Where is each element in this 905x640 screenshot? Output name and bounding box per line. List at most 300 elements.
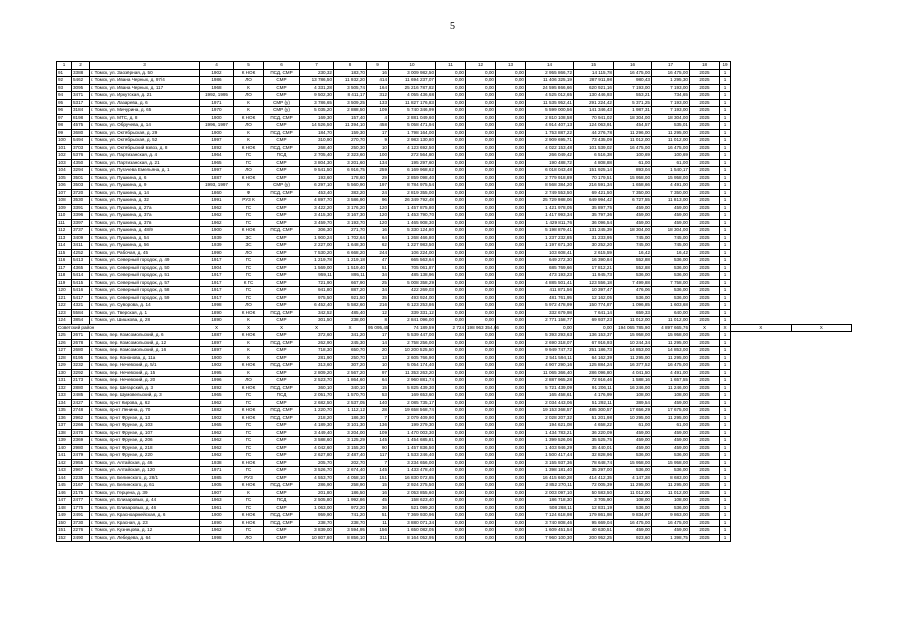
- table-cell: 0,00: [466, 347, 496, 355]
- table-cell: 485 300,57: [574, 407, 614, 415]
- table-cell: 15 958,00: [652, 174, 690, 182]
- table-cell: 7 124 618,98: [526, 512, 574, 520]
- table-cell: 459,00: [614, 219, 652, 227]
- table-cell: 51: [367, 264, 389, 272]
- table-cell: 649 272,30: [526, 257, 574, 265]
- table-cell: СМР: [264, 272, 300, 280]
- table-cell: 7: [367, 459, 389, 467]
- table-row: [57, 77, 852, 85]
- table-cell: 205,70: [300, 459, 334, 467]
- table-cell: 1991: [200, 197, 234, 205]
- table-row: [57, 107, 852, 115]
- table-cell: СМР: [264, 474, 300, 482]
- table-cell: 2025: [690, 204, 720, 212]
- table-cell: 123: [57, 309, 72, 317]
- table-row: [57, 167, 852, 175]
- district-total-cell: 0,00: [496, 324, 526, 332]
- table-row: [57, 354, 852, 362]
- table-cell: 6 516,38: [574, 152, 614, 160]
- table-cell: 1: [720, 189, 731, 197]
- table-cell: 1900: [200, 227, 234, 235]
- table-cell: 0,00: [436, 204, 466, 212]
- table-cell: 1: [720, 242, 731, 250]
- table-cell: 2266: [72, 422, 90, 430]
- table-cell: 91 206,11: [574, 384, 614, 392]
- table-cell: 11 295,00: [652, 129, 690, 137]
- table-cell: ПСД: [264, 392, 300, 400]
- table-cell: 3 839,00: [300, 527, 334, 535]
- table-cell: 11 694 237,07: [389, 77, 436, 85]
- table-cell: 2 605 766,90: [389, 354, 436, 362]
- table-cell: г. Томск, ул. Пушкина, д. 9: [90, 182, 200, 190]
- table-cell: 508 268,11: [526, 504, 574, 512]
- table-cell: 11 012,00: [652, 137, 690, 145]
- table-cell: 3720: [72, 189, 90, 197]
- table-cell: 0,00: [466, 444, 496, 452]
- table-cell: 30 252,20: [574, 242, 614, 250]
- table-cell: 103 608,41: [526, 249, 574, 257]
- table-cell: 106: [57, 182, 72, 190]
- table-cell: 1 197 671,30: [526, 242, 574, 250]
- table-row: [57, 467, 852, 475]
- table-cell: К: [234, 99, 264, 107]
- table-cell: К: [234, 339, 264, 347]
- table-cell: 650,70: [334, 347, 367, 355]
- table-cell: 1 470 003,30: [389, 429, 436, 437]
- table-cell: г. Томск, ул. Северный городок, д. 58: [90, 287, 200, 295]
- table-cell: 139: [57, 437, 72, 445]
- table-cell: 1: [720, 294, 731, 302]
- table-cell: г. Томск, ул. Иркутская, д. 21: [90, 92, 200, 100]
- table-cell: 4252: [72, 249, 90, 257]
- table-cell: 1892: [200, 384, 234, 392]
- district-total-cell: 198 963 354,66: [467, 324, 499, 330]
- table-cell: 2025: [690, 347, 720, 355]
- column-number-10: 10: [389, 62, 436, 70]
- table-cell: г. Томск, пр-кт Фрунзе, д. 220: [90, 452, 200, 460]
- table-cell: 2025: [690, 332, 720, 340]
- table-cell: г. Томск, пер. Кононова, д. 11а: [90, 354, 200, 362]
- table-row: [57, 489, 852, 497]
- table-cell: 3 509,25: [334, 99, 367, 107]
- table-cell: 4: [367, 114, 389, 122]
- table-row: [57, 137, 852, 145]
- table-row: [57, 452, 852, 460]
- table-cell: 1962: [200, 452, 234, 460]
- table-cell: СМР: [264, 369, 300, 377]
- table-cell: 2 627,80: [300, 452, 334, 460]
- table-cell: 1961: [200, 504, 234, 512]
- table-cell: 0,00: [436, 414, 466, 422]
- table-cell: 0,00: [496, 414, 526, 422]
- table-cell: 112: [57, 227, 72, 235]
- table-cell: 0,00: [436, 512, 466, 520]
- table-cell: 493 924,00: [389, 294, 436, 302]
- table-cell: ГС: [234, 212, 264, 220]
- table-cell: г. Томск, ул. Северный городок, д. 59: [90, 294, 200, 302]
- table-cell: 51 201,98: [574, 414, 614, 422]
- table-cell: 1: [720, 354, 731, 362]
- table-cell: 1 457 875,80: [389, 204, 436, 212]
- column-number-4: 4: [200, 62, 234, 70]
- table-cell: ПСД, СМР: [264, 227, 300, 235]
- table-cell: 0,00: [496, 474, 526, 482]
- table-cell: 1 798 164,00: [389, 129, 436, 137]
- table-cell: 0,00: [436, 474, 466, 482]
- table-cell: 11 295,00: [652, 354, 690, 362]
- table-cell: 1: [720, 504, 731, 512]
- table-cell: 1: [720, 332, 731, 340]
- table-cell: 6 169 968,62: [389, 167, 436, 175]
- district-total-cell: Х: [720, 324, 731, 332]
- table-cell: 339 331,12: [389, 309, 436, 317]
- table-cell: СМР: [264, 84, 300, 92]
- district-total-cell: 74 189,59: [389, 324, 436, 332]
- table-cell: 1: [720, 512, 731, 520]
- table-cell: 67 916,93: [574, 339, 614, 347]
- table-cell: ЛО: [234, 92, 264, 100]
- table-cell: ПСД, СМР: [264, 114, 300, 122]
- table-cell: 1 112,12: [334, 407, 367, 415]
- table-cell: 1: [720, 474, 731, 482]
- table-cell: 1 417 993,34: [526, 212, 574, 220]
- table-cell: ПСД, СМР: [264, 309, 300, 317]
- table-cell: 201,80: [300, 489, 334, 497]
- table-cell: 114: [57, 242, 72, 250]
- table-cell: 1900: [200, 129, 234, 137]
- table-cell: 3388: [72, 69, 90, 77]
- table-cell: 8 683,00: [652, 474, 690, 482]
- table-cell: 2 809,20: [300, 369, 334, 377]
- table-cell: 0,00: [496, 294, 526, 302]
- table-cell: СМР (у): [264, 107, 300, 115]
- table-cell: 11 827 176,83: [389, 99, 436, 107]
- table-cell: 90: [367, 444, 389, 452]
- table-cell: 1964: [200, 152, 234, 160]
- table-cell: 0,00: [436, 369, 466, 377]
- table-cell: 2 227,00: [300, 242, 334, 250]
- table-cell: 5462: [72, 77, 90, 85]
- table-cell: 2025: [690, 137, 720, 145]
- table-cell: 147: [57, 497, 72, 505]
- table-cell: г. Томск, ул. Заозёрная, д. 50: [90, 69, 200, 77]
- table-cell: 0,00: [436, 354, 466, 362]
- table-cell: 3 740 808,46: [526, 519, 574, 527]
- table-cell: 458: [367, 122, 389, 130]
- table-cell: г. Томск, пер. Нечевский, д. 15: [90, 369, 200, 377]
- table-cell: 459,00: [652, 527, 690, 535]
- table-cell: 536,00: [614, 294, 652, 302]
- capital-repair-table: [56, 61, 852, 542]
- table-cell: 18 304,00: [652, 114, 690, 122]
- table-cell: 124 063,91: [574, 122, 614, 130]
- table-cell: 0,00: [466, 392, 496, 400]
- table-cell: 250,30: [334, 144, 367, 152]
- table-cell: 78 648,74: [574, 459, 614, 467]
- table-cell: 1897: [200, 339, 234, 347]
- table-cell: 5 035,20: [300, 107, 334, 115]
- column-number-5: 5: [234, 62, 264, 70]
- column-number-header: [57, 62, 852, 70]
- table-cell: 2 028 207,32: [526, 414, 574, 422]
- table-cell: 0,00: [436, 137, 466, 145]
- table-cell: 3391: [72, 204, 90, 212]
- table-row: [57, 272, 852, 280]
- table-cell: 10 295,00: [614, 414, 652, 422]
- table-cell: 0,00: [466, 474, 496, 482]
- table-cell: г. Томск, ул. Пушкина, д. 37в: [90, 219, 200, 227]
- table-cell: 1: [720, 129, 731, 137]
- table-cell: 7 499,88: [614, 279, 652, 287]
- table-cell: 459,00: [652, 212, 690, 220]
- table-cell: 0,00: [496, 369, 526, 377]
- table-cell: г. Томск, ул. Октябрьская, д. 29: [90, 129, 200, 137]
- table-cell: 47: [367, 257, 389, 265]
- table-cell: 2025: [690, 384, 720, 392]
- table-cell: 2025: [690, 414, 720, 422]
- table-cell: 7 960 100,30: [526, 534, 574, 542]
- table-cell: г. Томск, ул. Рабочая, д. 45: [90, 249, 200, 257]
- table-cell: СМР: [264, 122, 300, 130]
- table-cell: 5416: [72, 287, 90, 295]
- table-cell: 1: [720, 384, 731, 392]
- table-cell: 51 292,11: [574, 399, 614, 407]
- table-cell: 113: [57, 234, 72, 242]
- table-cell: 0,00: [496, 317, 526, 325]
- table-cell: 1965: [200, 422, 234, 430]
- table-cell: СМР: [264, 504, 300, 512]
- table-cell: 1: [720, 527, 731, 535]
- table-cell: 16: [367, 489, 389, 497]
- table-cell: 0,00: [496, 122, 526, 130]
- table-cell: 1997: [200, 167, 234, 175]
- table-cell: 1971: [200, 467, 234, 475]
- table-cell: 245,30: [334, 339, 367, 347]
- table-cell: ЛО: [234, 534, 264, 542]
- table-cell: 2 537,05: [334, 399, 367, 407]
- column-number-18: 18: [690, 62, 720, 70]
- table-cell: 1902: [200, 69, 234, 77]
- table-cell: 7 641,14: [574, 309, 614, 317]
- table-cell: 2025: [690, 182, 720, 190]
- district-total-cell: Х: [200, 324, 234, 332]
- table-cell: К НОК: [234, 332, 264, 340]
- table-cell: 14 853,00: [614, 347, 652, 355]
- table-cell: 0,00: [466, 287, 496, 295]
- table-cell: 4 022 153,48: [526, 144, 574, 152]
- table-cell: 2962: [72, 414, 90, 422]
- table-cell: 1 519,40: [334, 264, 367, 272]
- table-cell: 0,00: [436, 122, 466, 130]
- table-cell: ГС: [234, 467, 264, 475]
- table-cell: 2 487,40: [334, 452, 367, 460]
- table-cell: ГС: [234, 497, 264, 505]
- table-cell: 2490: [72, 534, 90, 542]
- table-cell: 0,00: [466, 294, 496, 302]
- table-cell: 459,00: [652, 204, 690, 212]
- column-number-17: 17: [652, 62, 690, 70]
- table-cell: 126: [57, 339, 72, 347]
- table-cell: 136: [57, 414, 72, 422]
- table-cell: 2025: [690, 399, 720, 407]
- table-cell: 96: [367, 197, 389, 205]
- table-cell: 422 269,03: [389, 287, 436, 295]
- table-cell: 7 193,00: [614, 84, 652, 92]
- table-cell: 454,57: [614, 122, 652, 130]
- table-cell: 1: [720, 159, 731, 167]
- column-number-1: 1: [57, 62, 72, 70]
- table-cell: 0,00: [496, 159, 526, 167]
- district-total-cell: Х: [234, 324, 264, 332]
- table-cell: 3 204,00: [334, 429, 367, 437]
- table-cell: 536,00: [652, 257, 690, 265]
- table-cell: 1 702,64: [334, 234, 367, 242]
- table-cell: г. Томск, ул. Пушкина, д. 56: [90, 242, 200, 250]
- table-cell: 5 825 439,30: [389, 384, 436, 392]
- table-cell: 17 656,29: [614, 407, 652, 415]
- table-cell: 69 421,50: [574, 189, 614, 197]
- table-cell: 0,00: [436, 497, 466, 505]
- table-cell: 536,00: [652, 272, 690, 280]
- table-cell: 0,00: [466, 272, 496, 280]
- table-cell: 2173: [72, 377, 90, 385]
- table-cell: 3 594,95: [334, 527, 367, 535]
- table-cell: 340,10: [334, 384, 367, 392]
- table-cell: 16 475,00: [652, 519, 690, 527]
- table-cell: 18 304,00: [652, 227, 690, 235]
- table-cell: 2025: [690, 392, 720, 400]
- table-cell: ГС: [234, 392, 264, 400]
- table-cell: 0,00: [466, 174, 496, 182]
- table-cell: 1902: [200, 362, 234, 370]
- table-row: [57, 287, 852, 295]
- table-cell: г. Томск, ул. Партизанская, д. 21: [90, 159, 200, 167]
- table-cell: 2025: [690, 504, 720, 512]
- table-cell: 34: [367, 287, 389, 295]
- table-cell: 1962: [200, 437, 234, 445]
- table-row: [57, 84, 852, 92]
- table-cell: 2 810 108,58: [526, 114, 574, 122]
- table-cell: 552,88: [614, 264, 652, 272]
- table-cell: 146: [57, 489, 72, 497]
- table-cell: 1: [720, 264, 731, 272]
- table-cell: 1963: [200, 497, 234, 505]
- table-cell: 0,00: [496, 512, 526, 520]
- table-cell: 1 900,24: [300, 234, 334, 242]
- table-cell: 1 454 685,81: [389, 437, 436, 445]
- table-row: [57, 474, 852, 482]
- table-cell: 258,90: [334, 482, 367, 490]
- table-cell: 2025: [690, 429, 720, 437]
- table-cell: 0,00: [496, 227, 526, 235]
- table-cell: 8 856,10: [334, 534, 367, 542]
- table-cell: 0,00: [496, 69, 526, 77]
- table-cell: 98: [57, 122, 72, 130]
- table-cell: 2025: [690, 219, 720, 227]
- table-cell: ПСД, СМР: [264, 482, 300, 490]
- table-cell: 459,00: [652, 399, 690, 407]
- table-row: [57, 204, 852, 212]
- table-cell: 0,00: [496, 129, 526, 137]
- table-cell: 157,40: [334, 114, 367, 122]
- table-cell: 0,00: [436, 189, 466, 197]
- table-cell: 0,00: [436, 459, 466, 467]
- table-cell: 1 609 451,54: [526, 527, 574, 535]
- table-cell: 108: [57, 197, 72, 205]
- table-cell: 2 909 695,71: [526, 137, 574, 145]
- table-cell: 2470: [72, 429, 90, 437]
- table-cell: 959,90: [300, 512, 334, 520]
- table-row: [57, 369, 852, 377]
- table-cell: ГС: [234, 444, 264, 452]
- table-cell: 1902: [200, 414, 234, 422]
- table-cell: 0,00: [496, 77, 526, 85]
- table-cell: 1897: [200, 347, 234, 355]
- table-cell: РУЗ К: [234, 197, 264, 205]
- table-cell: 310,90: [300, 137, 334, 145]
- table-cell: ПСД, СМР: [264, 144, 300, 152]
- table-cell: 0,00: [496, 452, 526, 460]
- table-cell: 1890: [200, 519, 234, 527]
- table-cell: 136: [367, 422, 389, 430]
- table-cell: 11 295,00: [614, 482, 652, 490]
- table-row: [57, 422, 852, 430]
- table-cell: 1: [720, 369, 731, 377]
- table-row: [57, 219, 852, 227]
- table-cell: К: [234, 129, 264, 137]
- table-cell: 19 658 568,74: [389, 407, 436, 415]
- table-cell: 2025: [690, 152, 720, 160]
- table-cell: г. Томск, ул. Обручева, д. 14: [90, 122, 200, 130]
- table-row: [57, 92, 852, 100]
- table-cell: 16 475,00: [614, 69, 652, 77]
- table-cell: 91: [57, 69, 72, 77]
- table-cell: 640,00: [652, 309, 690, 317]
- district-total-cell: 95 095,45: [368, 324, 389, 330]
- table-cell: 238,00: [334, 317, 367, 325]
- table-cell: 1: [720, 167, 731, 175]
- table-cell: 11 295,00: [652, 414, 690, 422]
- table-row: [57, 212, 852, 220]
- table-cell: г. Томск, ул. Ивана Черных, д. 97/4: [90, 77, 200, 85]
- table-cell: ГС: [234, 504, 264, 512]
- table-cell: 0,00: [466, 219, 496, 227]
- table-cell: 36 096,54: [574, 219, 614, 227]
- table-cell: 7 193,00: [652, 84, 690, 92]
- table-cell: 0,00: [496, 429, 526, 437]
- table-cell: 1939: [200, 242, 234, 250]
- table-cell: 4 808,88: [574, 159, 614, 167]
- table-cell: 535,01: [652, 122, 690, 130]
- table-cell: 266 049,42: [526, 152, 574, 160]
- table-cell: СМР: [264, 279, 300, 287]
- table-cell: 1: [720, 482, 731, 490]
- table-cell: К НОК: [234, 482, 264, 490]
- table-cell: 8198: [72, 114, 90, 122]
- table-cell: 2025: [690, 77, 720, 85]
- table-cell: 70 941,02: [574, 114, 614, 122]
- table-cell: 2880: [72, 384, 90, 392]
- table-cell: 2 749 553,50: [526, 189, 574, 197]
- table-cell: 667,90: [334, 279, 367, 287]
- table-cell: 0,00: [466, 144, 496, 152]
- table-cell: 3 009 982,50: [389, 69, 436, 77]
- table-cell: 2 955 866,72: [526, 69, 574, 77]
- table-cell: 1: [720, 219, 731, 227]
- table-cell: 665 563,64: [389, 257, 436, 265]
- table-cell: СМР: [264, 197, 300, 205]
- table-cell: СМР: [264, 444, 300, 452]
